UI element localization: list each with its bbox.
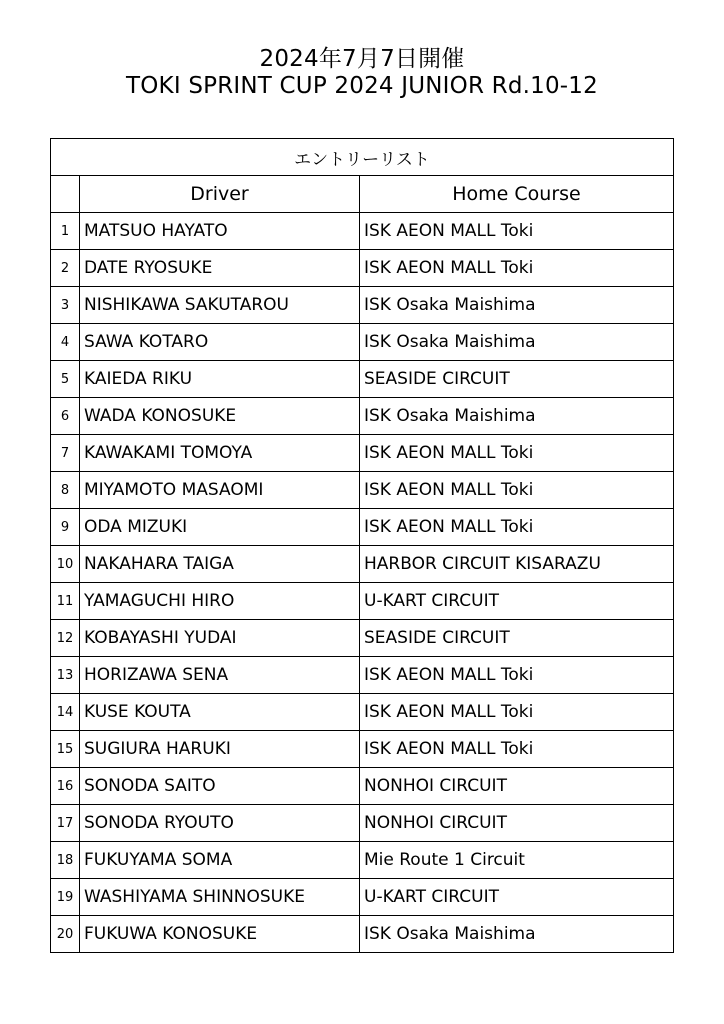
table-caption: エントリーリスト — [51, 139, 674, 176]
entry-number: 8 — [51, 472, 80, 509]
document-title — [0, 46, 724, 100]
driver-name: KOBAYASHI YUDAI — [80, 620, 360, 657]
home-course: NONHOI CIRCUIT — [360, 768, 674, 805]
table-row — [51, 361, 674, 398]
driver-name: MATSUO HAYATO — [80, 213, 360, 250]
driver-name: FUKUYAMA SOMA — [80, 842, 360, 879]
entry-number: 15 — [51, 731, 80, 768]
driver-name: MIYAMOTO MASAOMI — [80, 472, 360, 509]
driver-name: HORIZAWA SENA — [80, 657, 360, 694]
table-row — [51, 287, 674, 324]
table-row — [51, 250, 674, 287]
entry-list-table — [50, 138, 674, 953]
home-course: U-KART CIRCUIT — [360, 879, 674, 916]
column-header-driver: Driver — [80, 176, 360, 213]
driver-name: WADA KONOSUKE — [80, 398, 360, 435]
table-row — [51, 916, 674, 953]
home-course: SEASIDE CIRCUIT — [360, 361, 674, 398]
home-course: HARBOR CIRCUIT KISARAZU — [360, 546, 674, 583]
entry-number: 3 — [51, 287, 80, 324]
column-header-home-course: Home Course — [360, 176, 674, 213]
entry-number: 17 — [51, 805, 80, 842]
entry-number: 14 — [51, 694, 80, 731]
entry-number: 19 — [51, 879, 80, 916]
table-row — [51, 657, 674, 694]
home-course: ISK AEON MALL Toki — [360, 694, 674, 731]
table-row — [51, 546, 674, 583]
home-course: ISK Osaka Maishima — [360, 287, 674, 324]
table-row — [51, 435, 674, 472]
table-row — [51, 768, 674, 805]
driver-name: SONODA SAITO — [80, 768, 360, 805]
home-course: ISK AEON MALL Toki — [360, 509, 674, 546]
driver-name: NISHIKAWA SAKUTAROU — [80, 287, 360, 324]
table-body — [51, 213, 674, 953]
entry-number: 10 — [51, 546, 80, 583]
home-course: U-KART CIRCUIT — [360, 583, 674, 620]
driver-name: SAWA KOTARO — [80, 324, 360, 361]
entry-number: 16 — [51, 768, 80, 805]
home-course: ISK AEON MALL Toki — [360, 731, 674, 768]
home-course: ISK AEON MALL Toki — [360, 435, 674, 472]
table-row — [51, 324, 674, 361]
table-row — [51, 620, 674, 657]
home-course: ISK Osaka Maishima — [360, 916, 674, 953]
driver-name: KAIEDA RIKU — [80, 361, 360, 398]
column-header-number — [51, 176, 80, 213]
table-row — [51, 583, 674, 620]
driver-name: SONODA RYOUTO — [80, 805, 360, 842]
home-course: SEASIDE CIRCUIT — [360, 620, 674, 657]
home-course: NONHOI CIRCUIT — [360, 805, 674, 842]
driver-name: NAKAHARA TAIGA — [80, 546, 360, 583]
entry-number: 1 — [51, 213, 80, 250]
driver-name: SUGIURA HARUKI — [80, 731, 360, 768]
entry-number: 9 — [51, 509, 80, 546]
entry-number: 5 — [51, 361, 80, 398]
event-name: TOKI SPRINT CUP 2024 JUNIOR Rd.10-12 — [126, 73, 598, 99]
home-course: ISK AEON MALL Toki — [360, 657, 674, 694]
entry-number: 20 — [51, 916, 80, 953]
entry-number: 11 — [51, 583, 80, 620]
entry-number: 18 — [51, 842, 80, 879]
table-row — [51, 213, 674, 250]
entry-number: 12 — [51, 620, 80, 657]
table-row — [51, 879, 674, 916]
entry-number: 4 — [51, 324, 80, 361]
table-row — [51, 398, 674, 435]
entry-number: 7 — [51, 435, 80, 472]
entry-number: 6 — [51, 398, 80, 435]
table-row — [51, 805, 674, 842]
home-course: ISK AEON MALL Toki — [360, 213, 674, 250]
table-header-row — [51, 176, 674, 213]
home-course: Mie Route 1 Circuit — [360, 842, 674, 879]
driver-name: YAMAGUCHI HIRO — [80, 583, 360, 620]
table-row — [51, 842, 674, 879]
driver-name: ODA MIZUKI — [80, 509, 360, 546]
home-course: ISK AEON MALL Toki — [360, 472, 674, 509]
table-row — [51, 731, 674, 768]
event-date: 2024年7月7日開催 — [259, 46, 465, 72]
table-row — [51, 472, 674, 509]
entry-number: 2 — [51, 250, 80, 287]
home-course: ISK AEON MALL Toki — [360, 250, 674, 287]
driver-name: FUKUWA KONOSUKE — [80, 916, 360, 953]
table-row — [51, 509, 674, 546]
home-course: ISK Osaka Maishima — [360, 324, 674, 361]
entry-number: 13 — [51, 657, 80, 694]
driver-name: DATE RYOSUKE — [80, 250, 360, 287]
home-course: ISK Osaka Maishima — [360, 398, 674, 435]
driver-name: KAWAKAMI TOMOYA — [80, 435, 360, 472]
table-row — [51, 694, 674, 731]
table-caption-row — [51, 139, 674, 176]
driver-name: WASHIYAMA SHINNOSUKE — [80, 879, 360, 916]
driver-name: KUSE KOUTA — [80, 694, 360, 731]
